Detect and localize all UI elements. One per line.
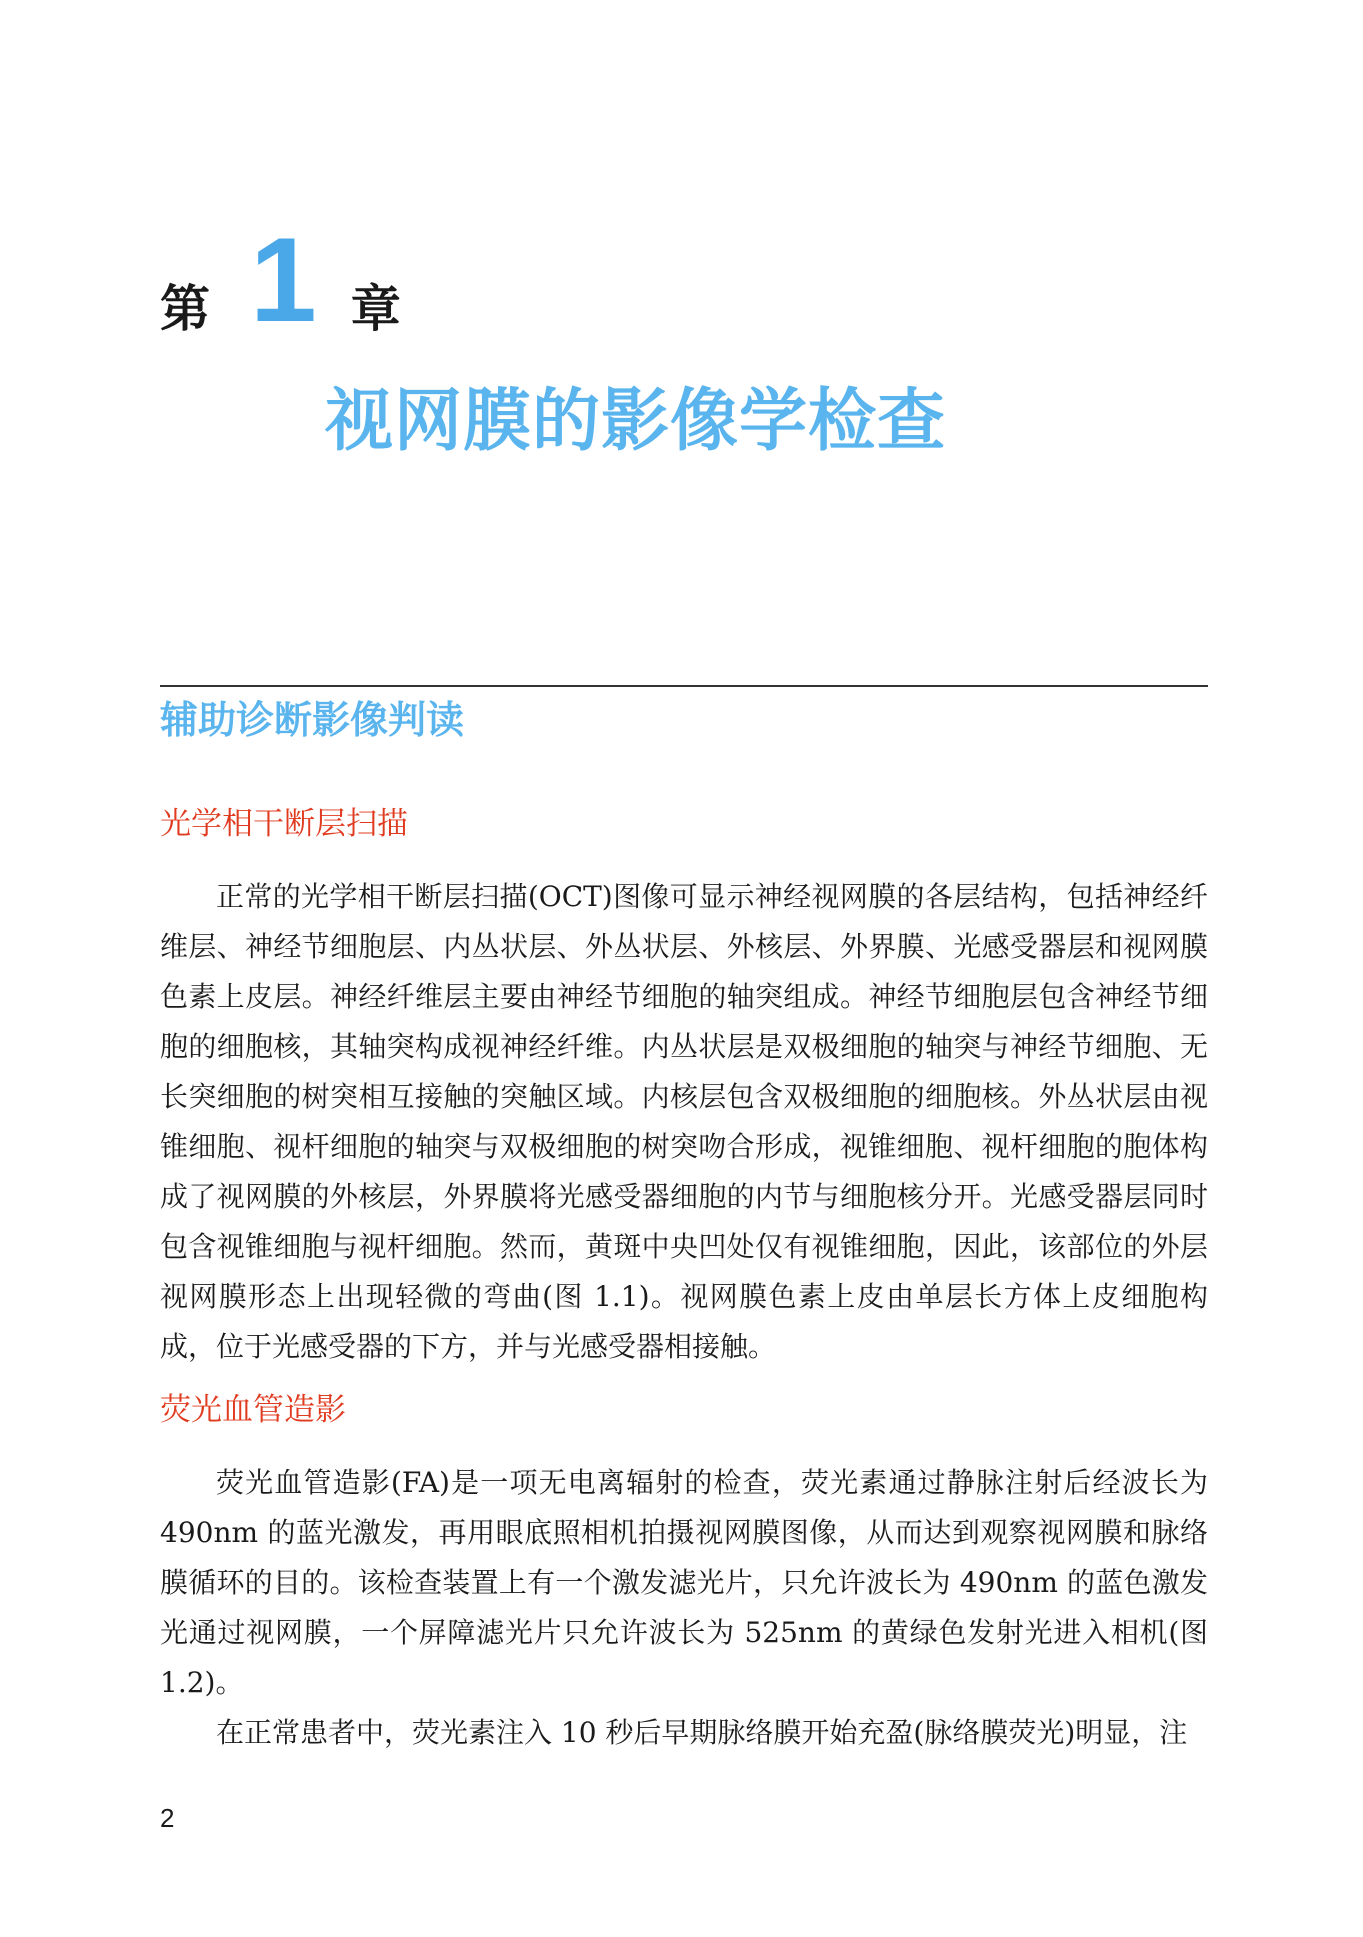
fa-paragraph-1: 荧光血管造影(FA)是一项无电离辐射的检查，荧光素通过静脉注射后经波长为490nm 的蓝光激发，再用眼底照相机拍摄视网膜图像，从而达到观察视网膜和脉络膜循环的目的。该检查装置上有一个激发滤光片，只允许波长为 490nm 的蓝色激发光通过视网膜，一个屏障滤光片只允许波长为 525nm 的黄绿色发射光进入相机(图 1.2)。: [160, 1466, 1208, 1699]
chapter-title: 视网膜的影像学检查: [325, 382, 947, 461]
chapter-label: [160, 213, 401, 347]
chapter-prefix: 第: [160, 280, 210, 338]
section-heading: 辅助诊断影像判读: [160, 698, 465, 742]
chapter-number: 1: [250, 213, 317, 347]
fa-heading: 荧光血管造影: [160, 1392, 346, 1428]
chapter-suffix: 章: [350, 280, 401, 338]
section-divider: [160, 685, 1208, 687]
oct-heading: 光学相干断层扫描: [160, 806, 408, 842]
oct-paragraph: 正常的光学相干断层扫描(OCT)图像可显示神经视网膜的各层结构，包括神经纤维层、神经节细胞层、内丛状层、外丛状层、外核层、外界膜、光感受器层和视网膜色素上皮层。神经纤维层主要由神经节细胞的轴突组成。神经节细胞层包含神经节细胞的细胞核，其轴突构成视神经纤维。内丛状层是双极细胞的轴突与神经节细胞、无长突细胞的树突相互接触的突触区域。内核层包含双极细胞的细胞核。外丛状层由视锥细胞、视杆细胞的轴突与双极细胞的树突吻合形成，视锥细胞、视杆细胞的胞体构成了视网膜的外核层，外界膜将光感受器细胞的内节与细胞核分开。光感受器层同时包含视锥细胞与视杆细胞。然而，黄斑中央凹处仅有视锥细胞，因此，该部位的外层视网膜形态上出现轻微的弯曲(图 1.1)。视网膜色素上皮由单层长方体上皮细胞构成，位于光感受器的下方，并与光感受器相接触。: [160, 880, 1208, 1363]
fa-paragraph-2: 在正常患者中，荧光素注入 10 秒后早期脉络膜开始充盈(脉络膜荧光)明显，注: [216, 1716, 1188, 1749]
page-number: 2: [160, 1803, 175, 1833]
